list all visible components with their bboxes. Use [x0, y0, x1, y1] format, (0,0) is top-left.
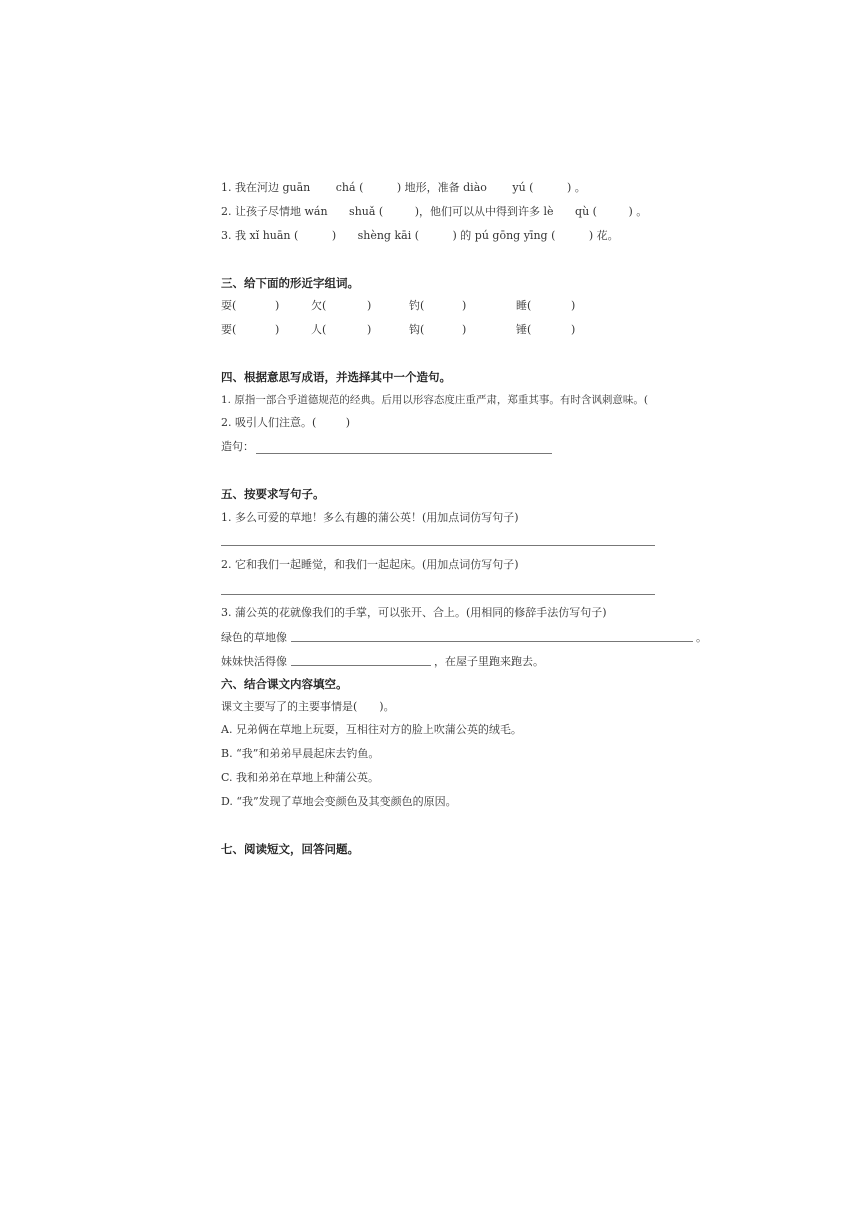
word-cell: ) — [462, 323, 467, 336]
choice-option-c[interactable]: C. 我和弟弟在草地上种蒲公英。 — [221, 771, 380, 784]
simile-sentence-1 — [221, 629, 707, 645]
idiom-question-2-text: 2. 吸引人们注意。( — [221, 416, 317, 429]
pinyin-line-2-part-b: shuǎ ( — [349, 205, 384, 218]
word-cell: 要( — [221, 323, 237, 336]
simile-2-blank[interactable] — [291, 653, 431, 666]
word-cell: 钓( — [409, 299, 425, 312]
simile-1-suffix: 。 — [696, 631, 707, 644]
section-5-title: 五、按要求写句子。 — [221, 487, 325, 501]
word-cell: ) — [275, 299, 280, 312]
simile-2-prefix: 妹妹快活得像 — [221, 655, 287, 668]
simile-sentence-2 — [221, 653, 544, 669]
sentence-answer-line[interactable] — [256, 453, 552, 454]
pinyin-line-1-part-e: ) 。 — [566, 181, 586, 194]
rewrite-question-2: 2. 它和我们一起睡觉，和我们一起起床。(用加点词仿写句子) — [221, 558, 519, 571]
word-cell: 欠( — [311, 299, 327, 312]
pinyin-line-1-part-d: yú ( — [512, 181, 534, 194]
pinyin-line-2-part-c: )，他们可以从中得到许多 lè — [414, 205, 554, 218]
simile-1-prefix: 绿色的草地像 — [221, 631, 287, 644]
rewrite-question-3: 3. 蒲公英的花就像我们的手掌，可以张开、合上。(用相同的修辞手法仿写句子) — [221, 606, 607, 619]
pinyin-line-3-part-b: ) — [331, 229, 337, 242]
idiom-question-2-close: ) — [345, 416, 351, 429]
word-cell: 耍( — [221, 299, 237, 312]
word-cell: 锤( — [516, 323, 532, 336]
rewrite-question-1: 1. 多么可爱的草地！多么有趣的蒲公英！(用加点词仿写句子) — [221, 511, 519, 524]
pinyin-line-1-part-b: chá ( — [335, 181, 364, 194]
pinyin-line-3-part-e: ) 花。 — [588, 229, 619, 242]
choice-option-d[interactable]: D. “我”发现了草地会变颜色及其变颜色的原因。 — [221, 795, 457, 808]
rewrite-answer-line-2[interactable] — [221, 594, 655, 595]
word-cell: ) — [571, 323, 576, 336]
pinyin-line-3-part-a: 3. 我 xǐ huān ( — [221, 229, 299, 242]
choice-option-a[interactable]: A. 兄弟俩在草地上玩耍，互相往对方的脸上吹蒲公英的绒毛。 — [221, 723, 522, 736]
choice-question-stem: 课文主要写了的主要事情是( )。 — [221, 700, 395, 713]
word-cell: 钩( — [409, 323, 425, 336]
word-cell: 人( — [311, 323, 327, 336]
pinyin-line-1-part-a: 1. 我在河边 guān — [221, 181, 311, 194]
simile-1-blank[interactable] — [291, 629, 693, 642]
idiom-question-1: 1. 原指一部合乎道德规范的经典。后用以形容态度庄重严肃，郑重其事。有时含讽刺意味。( — [221, 394, 648, 406]
pinyin-line-2-part-d: qù ( — [575, 205, 597, 218]
sentence-label: 造句： — [221, 440, 254, 453]
rewrite-answer-line-1[interactable] — [221, 545, 655, 546]
section-7-title: 七、阅读短文，回答问题。 — [221, 842, 359, 856]
pinyin-line-3 — [221, 229, 619, 243]
word-cell: ) — [462, 299, 467, 312]
pinyin-line-3-part-d: ) 的 pú gōng yīng ( — [452, 229, 556, 242]
word-cell: 睡( — [516, 299, 532, 312]
word-cell: ) — [275, 323, 280, 336]
section-4-title: 四、根据意思写成语，并选择其中一个造句。 — [221, 370, 451, 384]
section-3-title: 三、给下面的形近字组词。 — [221, 276, 359, 290]
simile-2-suffix: ，在屋子里跑来跑去。 — [434, 655, 544, 668]
pinyin-line-2 — [221, 205, 647, 219]
word-cell: ) — [571, 299, 576, 312]
idiom-question-2 — [221, 416, 350, 430]
pinyin-line-3-part-c: shèng kāi ( — [357, 229, 420, 242]
section-6-title: 六、结合课文内容填空。 — [221, 677, 348, 691]
pinyin-line-1-part-c: ) 地形，准备 diào — [396, 181, 487, 194]
word-cell: ) — [367, 323, 372, 336]
pinyin-line-2-part-a: 2. 让孩子尽情地 wán — [221, 205, 328, 218]
pinyin-line-2-part-e: ) 。 — [628, 205, 648, 218]
pinyin-line-1 — [221, 181, 586, 195]
word-cell: ) — [367, 299, 372, 312]
choice-option-b[interactable]: B. “我”和弟弟早晨起床去钓鱼。 — [221, 747, 380, 760]
